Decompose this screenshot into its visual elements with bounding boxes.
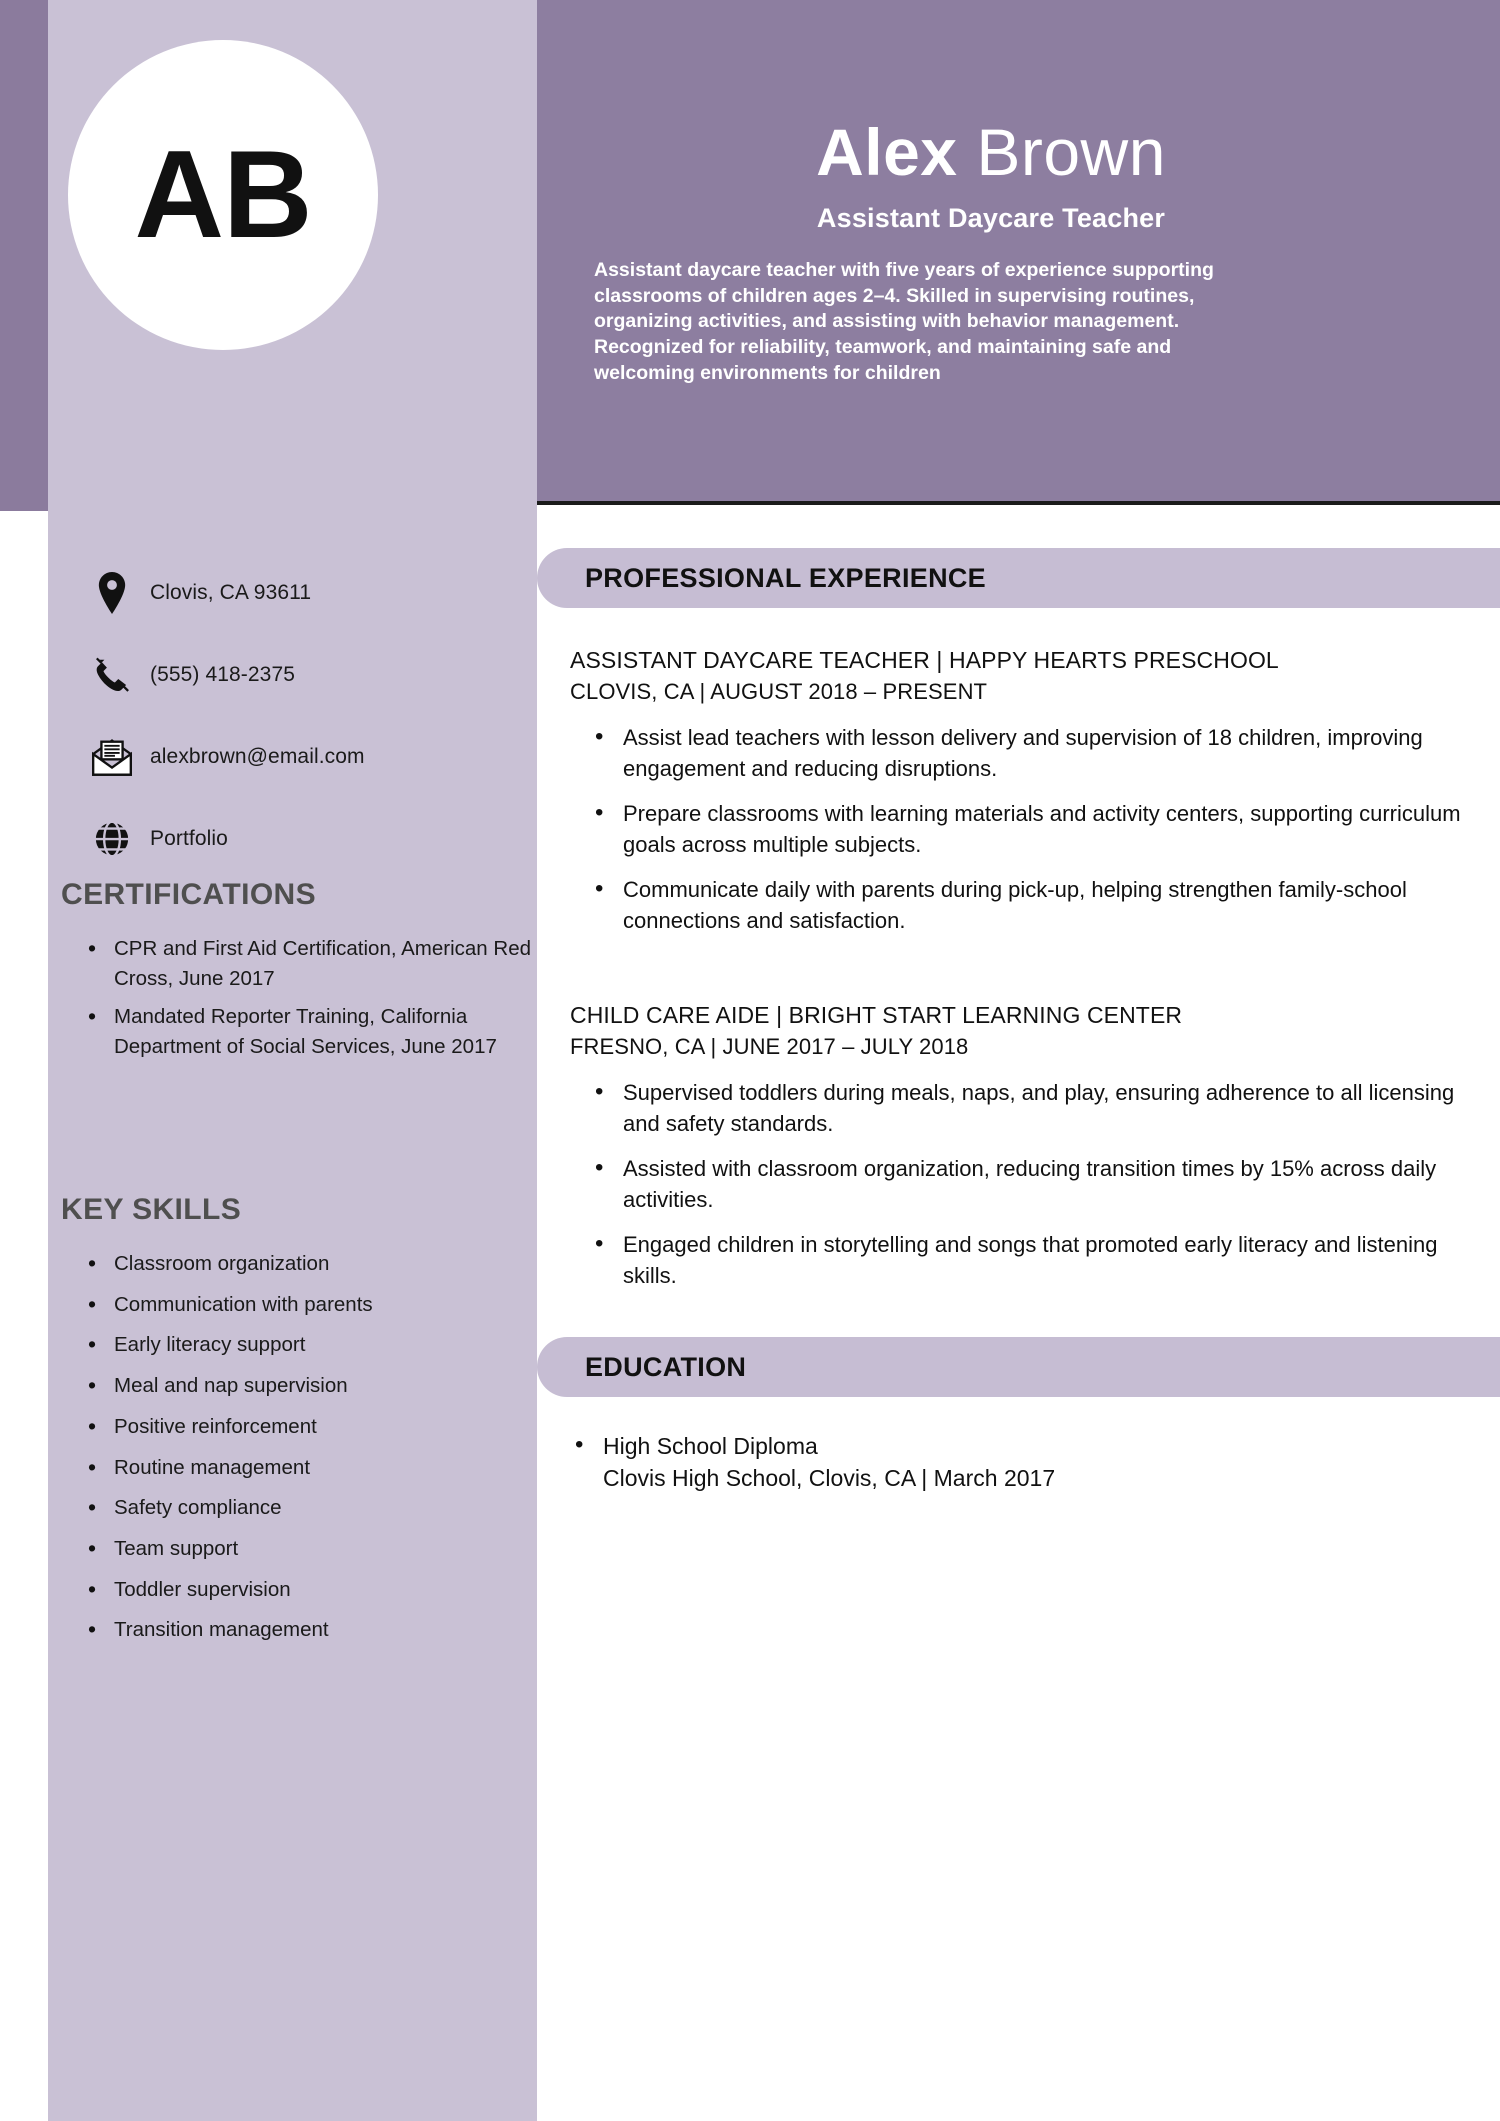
list-item: • Prepare classrooms with learning materials and activity centers, supporting curriculum goals across multiple subjects. [570,798,1475,860]
certifications-heading: CERTIFICATIONS [61,878,317,911]
first-name: Alex [816,115,958,189]
contact-item-email[interactable] [48,716,537,798]
education-list [570,1430,1475,1494]
professional-summary: Assistant daycare teacher with five years of experience supporting classrooms of children ages 2–4. Skilled in supervising routines, organizing activities, and assisting with behavior management. Recognized for reliability, teamwork, and maintaining safe and welcoming environments for children [594,258,1214,385]
list-item: • Early literacy support [48,1330,537,1360]
list-item: • Supervised toddlers during meals, naps, and play, ensuring adherence to all licensing and safety standards. [570,1077,1475,1139]
list-item: • Safety compliance [48,1493,537,1523]
phone-icon [86,656,138,694]
list-item: • Assisted with classroom organization, reducing transition times by 15% across daily activities. [570,1153,1475,1215]
contact-item-location[interactable] [48,552,537,634]
list-item: • Mandated Reporter Training, California Department of Social Services, June 2017 [48,1002,537,1061]
certifications-section [48,878,537,1071]
list-item: • Communication with parents [48,1290,537,1320]
last-name: Brown [957,115,1166,189]
contact-item-phone[interactable] [48,634,537,716]
education-detail: Clovis High School, Clovis, CA | March 2017 [603,1465,1056,1492]
experience-entry-1 [570,645,1475,950]
section-header-education [537,1337,1500,1397]
list-item: • Positive reinforcement [48,1412,537,1442]
key-skills-heading: KEY SKILLS [61,1193,242,1226]
certifications-list [48,934,537,1062]
list-item: • Routine management [48,1453,537,1483]
avatar [68,40,378,350]
email-envelope-icon [86,738,138,776]
experience-heading: PROFESSIONAL EXPERIENCE [585,562,986,593]
education-heading: EDUCATION [585,1351,747,1382]
header-content [537,0,1500,501]
entry-job-title: ASSISTANT DAYCARE TEACHER | HAPPY HEARTS PRESCHOOL [570,647,1279,673]
list-item: • Communicate daily with parents during pick-up, helping strengthen family-school connections and satisfaction. [570,874,1475,936]
entry-job-meta: FRESNO, CA | JUNE 2017 – JULY 2018 [570,1034,969,1060]
entry-job-meta: CLOVIS, CA | AUGUST 2018 – PRESENT [570,679,988,705]
location-pin-icon [86,572,138,614]
list-item: • Assist lead teachers with lesson delivery and supervision of 18 children, improving engagement and reducing disruptions. [570,722,1475,784]
header-band [537,0,1500,505]
avatar-initials: AB [134,126,312,264]
list-item: • Meal and nap supervision [48,1371,537,1401]
education-degree: High School Diploma [603,1433,818,1459]
education-entry-1 [570,1430,1475,1494]
contact-email-text: alexbrown@email.com [150,745,365,768]
contact-list [48,552,537,880]
list-item: • Engaged children in storytelling and songs that promoted early literacy and listening skills. [570,1229,1475,1291]
key-skills-section [48,1193,537,1656]
list-item [570,1430,1475,1494]
entry-bullet-list [570,1077,1475,1291]
contact-item-portfolio[interactable] [48,798,537,880]
left-accent-strip [0,0,48,511]
entry-job-title: CHILD CARE AIDE | BRIGHT START LEARNING CENTER [570,1002,1183,1028]
list-item: • Team support [48,1534,537,1564]
section-header-experience [537,548,1500,608]
entry-bullet-list [570,722,1475,936]
key-skills-list [48,1249,537,1645]
list-item: • Classroom organization [48,1249,537,1279]
list-item: • Transition management [48,1615,537,1645]
list-item: • CPR and First Aid Certification, American Red Cross, June 2017 [48,934,537,993]
candidate-name [537,115,1445,189]
contact-location-text: Clovis, CA 93611 [150,581,312,604]
contact-phone-text: (555) 418-2375 [150,663,296,686]
list-item: • Toddler supervision [48,1575,537,1605]
experience-entry-2 [570,1000,1475,1305]
globe-icon [86,820,138,858]
contact-portfolio-text: Portfolio [150,827,228,850]
job-title: Assistant Daycare Teacher [816,202,1166,233]
